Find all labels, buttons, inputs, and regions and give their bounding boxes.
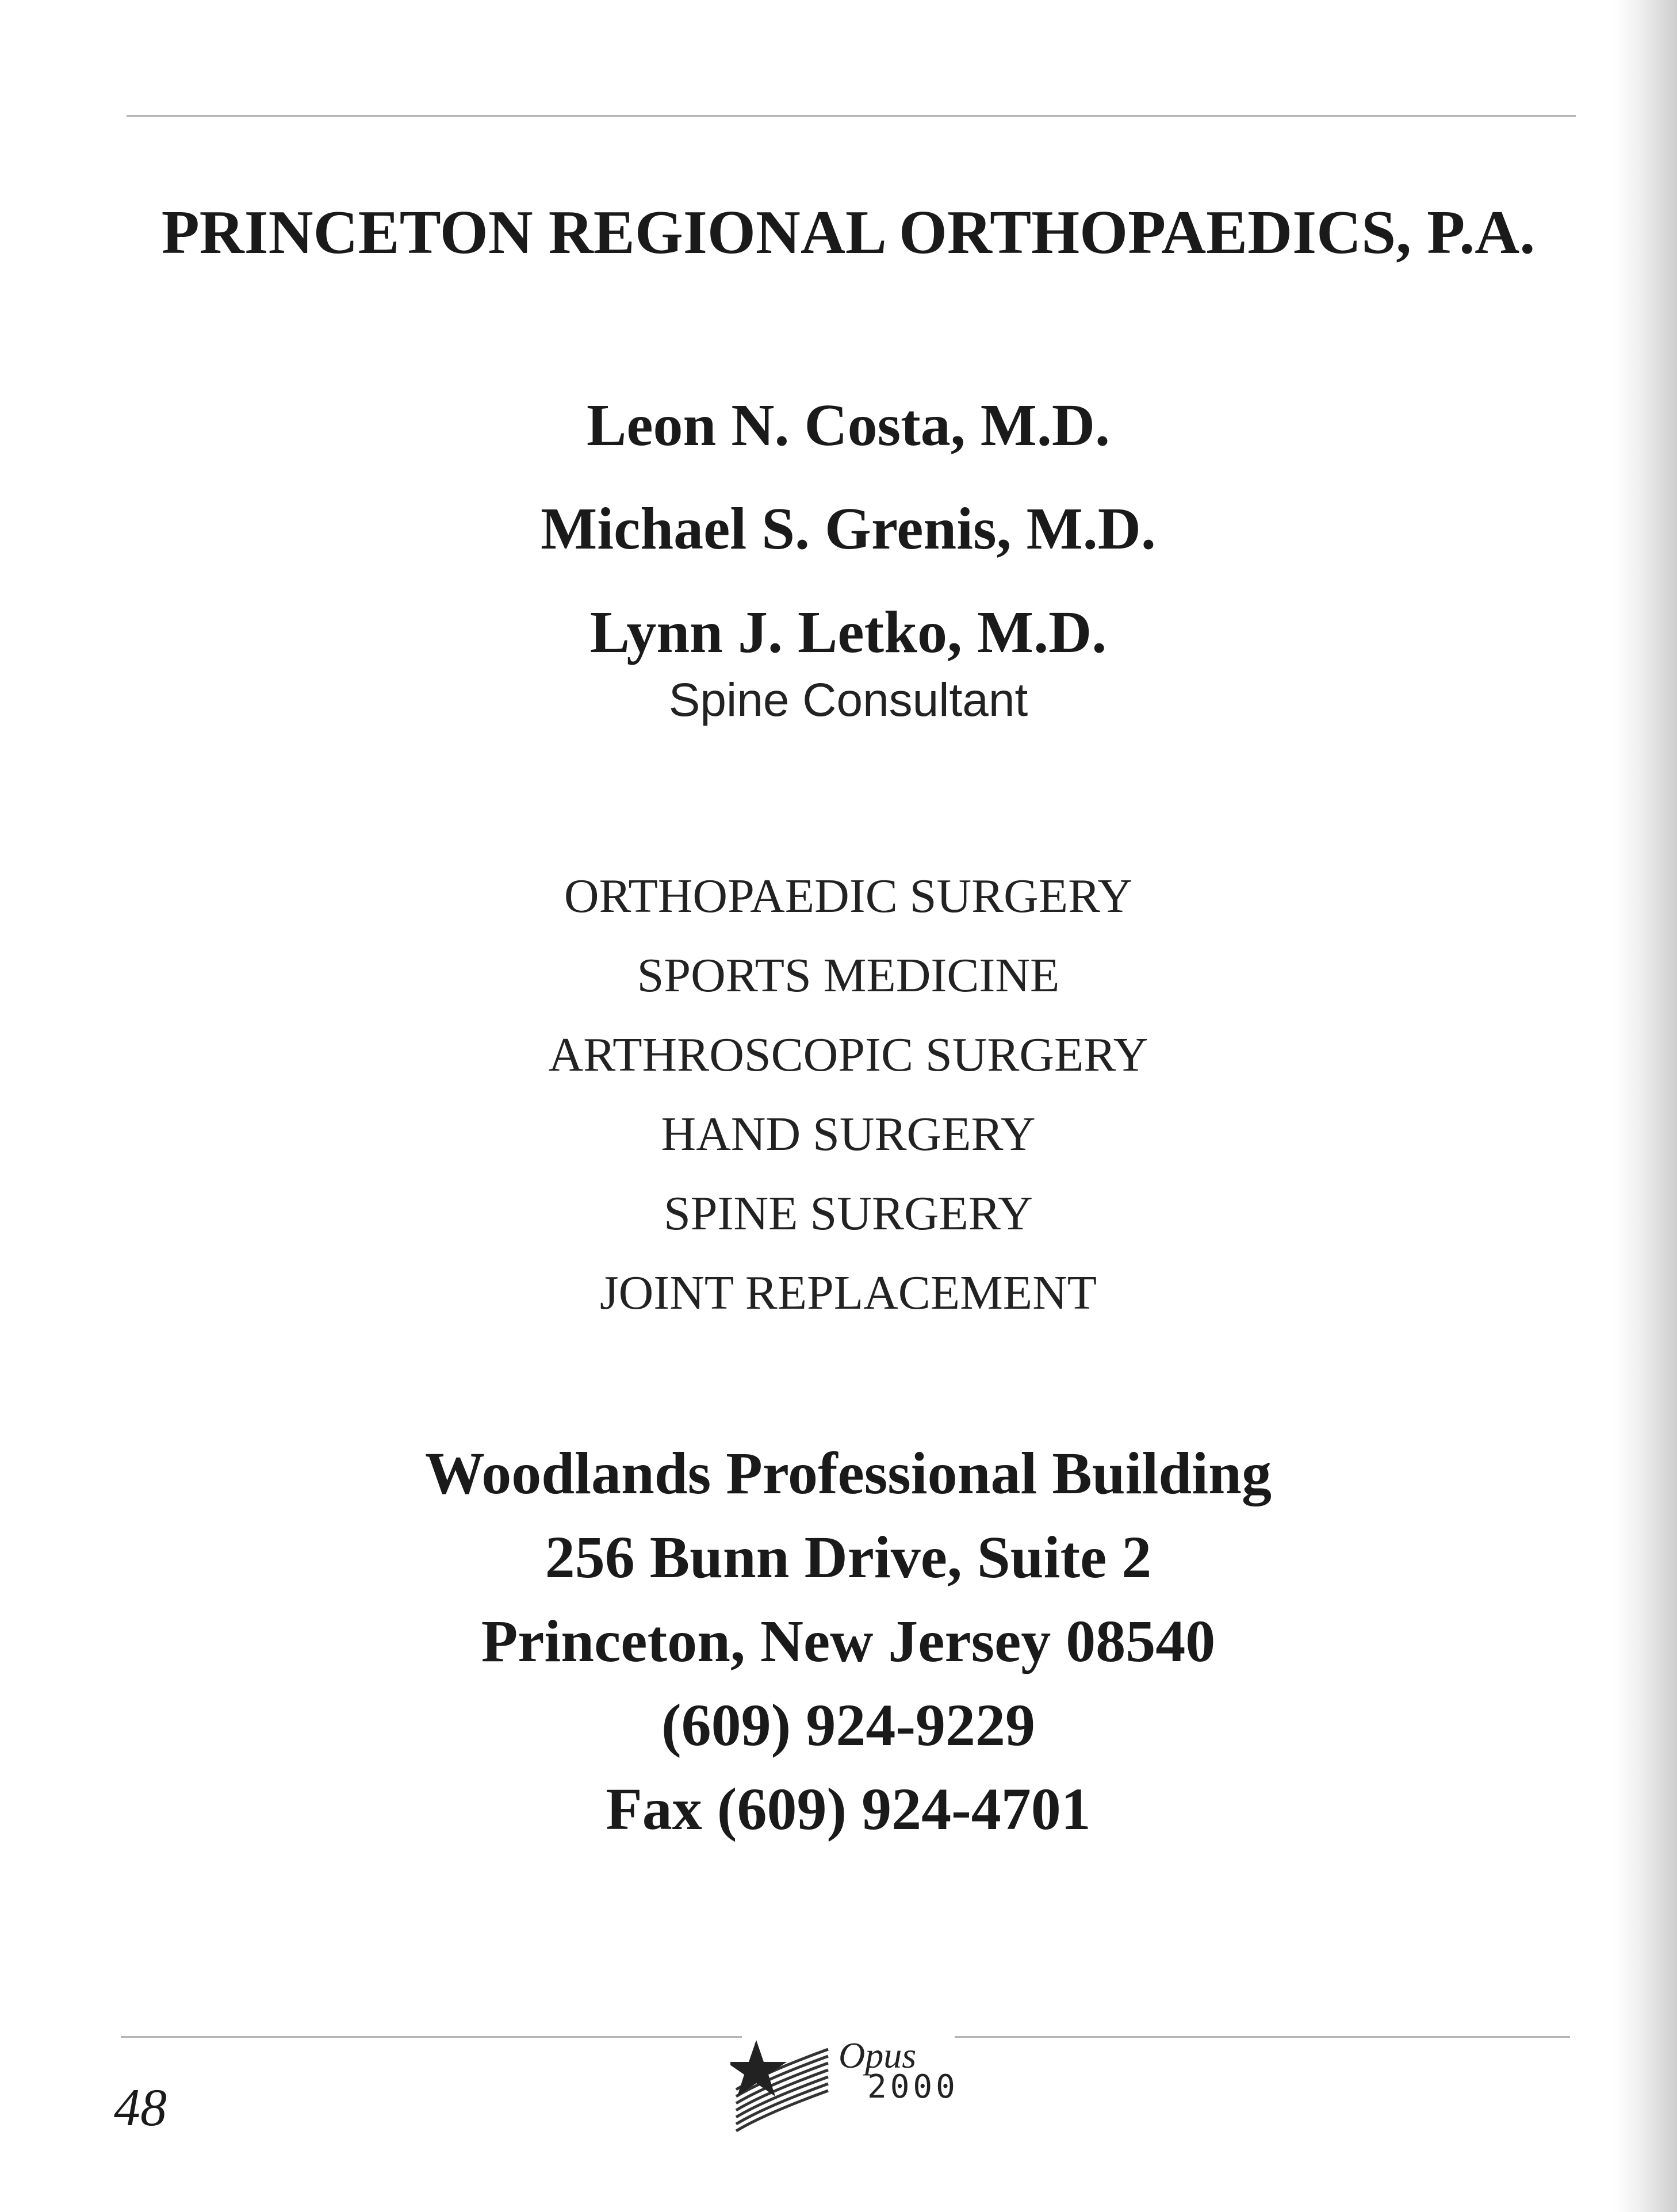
fax-number: Fax (609) 924-4701 <box>606 1776 1091 1842</box>
practice-name: PRINCETON REGIONAL ORTHOPAEDICS, P.A. <box>161 198 1536 267</box>
city-state-zip: Princeton, New Jersey 08540 <box>481 1608 1216 1674</box>
street-address: 256 Bunn Drive, Suite 2 <box>545 1524 1152 1590</box>
logo-year: 2000 <box>867 2068 959 2106</box>
opus-2000-logo <box>730 2024 972 2139</box>
specialty-item: SPINE SURGERY <box>664 1187 1033 1240</box>
top-divider <box>127 115 1576 117</box>
specialty-item: JOINT REPLACEMENT <box>599 1266 1097 1320</box>
doctor-role: Spine Consultant <box>668 674 1028 726</box>
star-flag-icon <box>730 2024 845 2139</box>
specialty-item: HAND SURGERY <box>661 1107 1036 1161</box>
doctor-name: Michael S. Grenis, M.D. <box>541 496 1156 562</box>
doctor-name: Leon N. Costa, M.D. <box>587 392 1110 458</box>
phone-number: (609) 924-9229 <box>661 1692 1035 1758</box>
logo-word: Opus <box>838 2035 917 2076</box>
bottom-divider-left <box>121 2036 742 2038</box>
bottom-divider-right <box>955 2036 1570 2038</box>
specialty-item: ORTHOPAEDIC SURGERY <box>564 869 1133 923</box>
doctors-list <box>0 374 1677 727</box>
specialty-item: SPORTS MEDICINE <box>637 949 1060 1002</box>
doctor-name: Lynn J. Letko, M.D. <box>589 599 1107 665</box>
specialty-item: ARTHROSCOPIC SURGERY <box>548 1028 1148 1082</box>
specialties-list <box>0 857 1677 1333</box>
building-name: Woodlands Professional Building <box>425 1440 1272 1506</box>
page-number: 48 <box>114 2078 167 2137</box>
address-block <box>0 1432 1677 1851</box>
